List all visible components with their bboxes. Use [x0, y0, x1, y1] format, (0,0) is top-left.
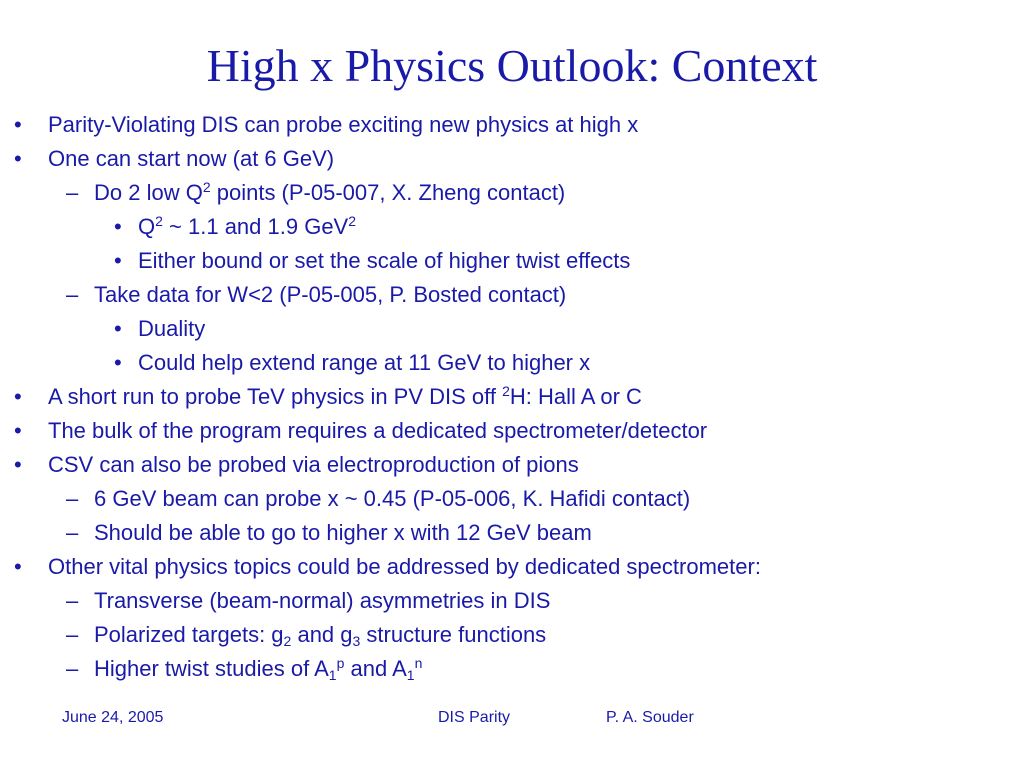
sub-bullet-item — [0, 176, 1024, 210]
superscript: 2 — [502, 383, 510, 399]
bullet-marker: • — [14, 418, 22, 443]
sub-sub-bullet-item — [0, 210, 1024, 244]
bullet-item — [0, 380, 1024, 414]
sub-sub-bullet-text: Could help extend range at 11 GeV to higher x — [138, 350, 591, 375]
dash-marker: – — [66, 180, 79, 205]
bullet-marker: • — [114, 350, 122, 375]
text-part: Higher twist studies of A — [94, 656, 329, 681]
footer-date: June 24, 2005 — [62, 709, 164, 726]
sub-bullet-text — [94, 652, 422, 686]
bullet-marker: • — [14, 384, 22, 409]
bullet-item — [0, 448, 1024, 482]
bullet-text — [48, 380, 642, 414]
subscript: 1 — [406, 667, 415, 683]
sub-bullet-text — [94, 618, 546, 652]
sub-bullet-text: 6 GeV beam can probe x ~ 0.45 (P-05-006, K. Hafidi contact) — [94, 486, 691, 511]
sub-bullet-item — [0, 618, 1024, 652]
dash-marker: – — [66, 588, 79, 613]
dash-marker: – — [66, 656, 79, 681]
sub-sub-bullet-item — [0, 312, 1024, 346]
footer-topic: DIS Parity — [438, 709, 511, 726]
subscript: 3 — [352, 633, 361, 649]
text-part: points (P-05-007, X. Zheng contact) — [210, 180, 566, 205]
text-part: Q — [138, 214, 156, 239]
bullet-item — [0, 142, 1024, 176]
bullet-marker: • — [114, 248, 122, 273]
sub-bullet-item — [0, 278, 1024, 312]
sub-bullet-text: Transverse (beam-normal) asymmetries in DIS — [94, 588, 551, 613]
footer-author: P. A. Souder — [606, 709, 694, 726]
text-part: Do 2 low Q — [94, 180, 203, 205]
bullet-item — [0, 108, 1024, 142]
bullet-text: The bulk of the program requires a dedicated spectrometer/detector — [48, 418, 708, 443]
bullet-item — [0, 550, 1024, 584]
sub-bullet-text: Should be able to go to higher x with 12 GeV beam — [94, 520, 592, 545]
superscript: 2 — [202, 179, 211, 195]
bullet-marker: • — [14, 146, 22, 171]
sub-bullet-item — [0, 584, 1024, 618]
dash-marker: – — [66, 486, 79, 511]
text-part: and A — [344, 656, 407, 681]
sub-sub-bullet-item — [0, 244, 1024, 278]
sub-bullet-item — [0, 516, 1024, 550]
text-part: structure functions — [360, 622, 547, 647]
bullet-marker: • — [14, 112, 22, 137]
bullet-text: Parity-Violating DIS can probe exciting new physics at high x — [48, 112, 639, 137]
sub-bullet-item — [0, 652, 1024, 686]
dash-marker: – — [66, 622, 79, 647]
bullet-item — [0, 414, 1024, 448]
bullet-text: Other vital physics topics could be addressed by dedicated spectrometer: — [48, 554, 761, 579]
dash-marker: – — [66, 282, 79, 307]
superscript: 2 — [348, 213, 357, 229]
subscript: 2 — [283, 633, 292, 649]
bullet-text: CSV can also be probed via electroproduction of pions — [48, 452, 579, 477]
superscript: p — [336, 655, 345, 671]
sub-bullet-text: Take data for W<2 (P-05-005, P. Bosted contact) — [94, 282, 567, 307]
sub-sub-bullet-text: Either bound or set the scale of higher twist effects — [138, 248, 631, 273]
sub-bullet-item — [0, 482, 1024, 516]
text-part: Polarized targets: g — [94, 622, 284, 647]
bullet-list — [0, 108, 1024, 686]
superscript: n — [414, 655, 423, 671]
bullet-marker: • — [114, 316, 122, 341]
bullet-marker: • — [14, 554, 22, 579]
superscript: 2 — [155, 213, 163, 229]
dash-marker: – — [66, 520, 79, 545]
text-part: and g — [291, 622, 353, 647]
bullet-marker: • — [114, 214, 122, 239]
bullet-text: One can start now (at 6 GeV) — [48, 146, 335, 171]
sub-bullet-text — [94, 176, 565, 210]
sub-sub-bullet-text — [138, 210, 356, 244]
sub-sub-bullet-item — [0, 346, 1024, 380]
sub-sub-bullet-text: Duality — [138, 316, 206, 341]
text-part: A short run to probe TeV physics in PV DIS off — [48, 384, 503, 409]
slide-title: High x Physics Outlook: Context — [206, 40, 818, 91]
bullet-marker: • — [14, 452, 22, 477]
subscript: 1 — [328, 667, 337, 683]
text-part: ~ 1.1 and 1.9 GeV — [162, 214, 349, 239]
text-part: H: Hall A or C — [509, 384, 642, 409]
